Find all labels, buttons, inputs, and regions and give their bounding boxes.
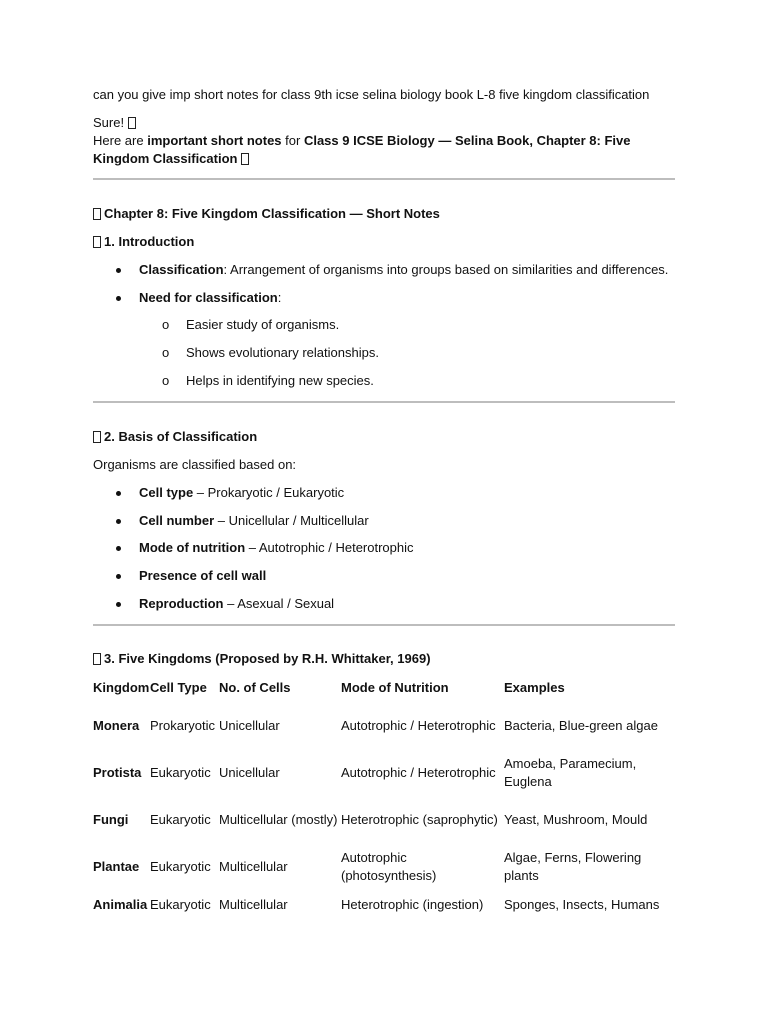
cell-mode-of-nutrition: Autotrophic (photosynthesis) — [341, 850, 437, 883]
sub-bullet-icon: o — [162, 373, 170, 388]
cell-no-of-cells: Unicellular — [219, 718, 280, 733]
sub-list-item-text: Shows evolutionary relationships. — [186, 345, 379, 360]
table-row — [93, 708, 675, 744]
cell-no-of-cells: Multicellular (mostly) — [219, 812, 338, 827]
cell-kingdom: Fungi — [93, 812, 129, 827]
list-item — [93, 512, 675, 530]
table-row — [93, 896, 675, 914]
reply-intro — [93, 132, 675, 168]
sub-list-item — [93, 344, 675, 362]
list-item-text: : — [277, 290, 282, 305]
cell-mode-of-nutrition: Heterotrophic (ingestion) — [341, 897, 484, 912]
cell-cell-type: Eukaryotic — [150, 765, 211, 780]
column-header-mode-of-nutrition: Mode of Nutrition — [341, 680, 449, 695]
list-item — [93, 595, 675, 613]
intro-important-short-notes: important short notes — [147, 133, 282, 148]
cell-mode-of-nutrition: Autotrophic / Heterotrophic — [341, 765, 496, 780]
column-header-examples: Examples — [504, 680, 565, 695]
section-3-heading — [93, 650, 675, 668]
intro-title: Class 9 ICSE Biology — Selina Book, Chapter 8: Five Kingdom Classification — [93, 133, 631, 166]
column-header-kingdom: Kingdom — [93, 680, 150, 695]
cell-cell-type: Prokaryotic — [150, 718, 216, 733]
notes-heading — [93, 205, 675, 223]
bullet-icon — [116, 296, 121, 301]
cell-cell-type: Eukaryotic — [150, 897, 211, 912]
section-1-sublist — [93, 316, 675, 390]
table-row — [93, 849, 675, 885]
list-item — [93, 567, 675, 585]
bullet-icon — [116, 491, 121, 496]
list-item-term: Presence of cell wall — [139, 568, 267, 583]
cell-cell-type: Eukaryotic — [150, 859, 211, 874]
list-item-text: – Autotrophic / Heterotrophic — [245, 540, 414, 555]
section-1-heading — [93, 233, 675, 251]
section-3-heading-text: 3. Five Kingdoms (Proposed by R.H. Whittaker, 1969) — [104, 651, 431, 666]
document-page — [93, 86, 675, 914]
user-question: can you give imp short notes for class 9th icse selina biology book L-8 five kingdom classification — [93, 87, 650, 102]
emoji-placeholder-icon — [241, 153, 249, 165]
bullet-icon — [116, 519, 121, 524]
cell-examples: Bacteria, Blue-green algae — [504, 718, 658, 733]
column-header-no-of-cells: No. of Cells — [219, 680, 291, 695]
cell-kingdom: Protista — [93, 765, 142, 780]
list-item-text: – Prokaryotic / Eukaryotic — [193, 485, 345, 500]
cell-examples: Sponges, Insects, Humans — [504, 897, 660, 912]
list-item-term: Cell number — [139, 513, 215, 528]
cell-no-of-cells: Unicellular — [219, 765, 280, 780]
reply-greeting — [93, 114, 675, 132]
emoji-placeholder-icon — [93, 653, 101, 665]
list-item-term: Need for classification — [139, 290, 278, 305]
sub-list-item — [93, 316, 675, 334]
column-header-cell-type: Cell Type — [150, 680, 207, 695]
kingdom-table — [93, 679, 675, 914]
sub-list-item — [93, 372, 675, 390]
bullet-icon — [116, 268, 121, 273]
bullet-icon — [116, 574, 121, 579]
table-header-row — [93, 679, 675, 697]
cell-examples: Amoeba, Paramecium, Euglena — [504, 756, 637, 789]
list-item-term: Reproduction — [139, 596, 224, 611]
table-row — [93, 802, 675, 838]
section-1-heading-text: 1. Introduction — [104, 234, 195, 249]
list-item-text: : Arrangement of organisms into groups based on similarities and differences. — [223, 262, 669, 277]
emoji-placeholder-icon — [93, 431, 101, 443]
list-item-text: – Unicellular / Multicellular — [214, 513, 369, 528]
list-item-term: Classification — [139, 262, 224, 277]
intro-for: for — [281, 133, 304, 148]
list-item-term: Cell type — [139, 485, 194, 500]
cell-cell-type: Eukaryotic — [150, 812, 211, 827]
list-item — [93, 289, 675, 307]
list-item — [93, 484, 675, 502]
list-item-term: Mode of nutrition — [139, 540, 246, 555]
emoji-placeholder-icon — [128, 117, 136, 129]
bullet-icon — [116, 602, 121, 607]
section-2-heading — [93, 428, 675, 446]
notes-heading-text: Chapter 8: Five Kingdom Classification — Short Notes — [104, 206, 440, 221]
cell-kingdom: Plantae — [93, 859, 140, 874]
cell-kingdom: Monera — [93, 718, 140, 733]
cell-kingdom: Animalia — [93, 897, 148, 912]
sub-list-item-text: Helps in identifying new species. — [186, 373, 374, 388]
list-item — [93, 261, 675, 279]
cell-examples: Algae, Ferns, Flowering plants — [504, 850, 642, 883]
sub-list-item-text: Easier study of organisms. — [186, 317, 340, 332]
emoji-placeholder-icon — [93, 236, 101, 248]
cell-no-of-cells: Multicellular — [219, 897, 288, 912]
cell-no-of-cells: Multicellular — [219, 859, 288, 874]
bullet-icon — [116, 546, 121, 551]
cell-mode-of-nutrition: Autotrophic / Heterotrophic — [341, 718, 496, 733]
intro-here-are: Here are — [93, 133, 148, 148]
reply-sure: Sure! — [93, 115, 128, 130]
emoji-placeholder-icon — [93, 208, 101, 220]
sub-bullet-icon: o — [162, 317, 170, 332]
table-row — [93, 755, 675, 791]
list-item-text: – Asexual / Sexual — [223, 596, 335, 611]
section-2-lead: Organisms are classified based on: — [93, 457, 297, 472]
list-item — [93, 539, 675, 557]
section-1-list — [93, 261, 675, 307]
cell-examples: Yeast, Mushroom, Mould — [504, 812, 648, 827]
sub-bullet-icon: o — [162, 345, 170, 360]
section-2-heading-text: 2. Basis of Classification — [104, 429, 258, 444]
section-2-list — [93, 484, 675, 613]
cell-mode-of-nutrition: Heterotrophic (saprophytic) — [341, 812, 498, 827]
